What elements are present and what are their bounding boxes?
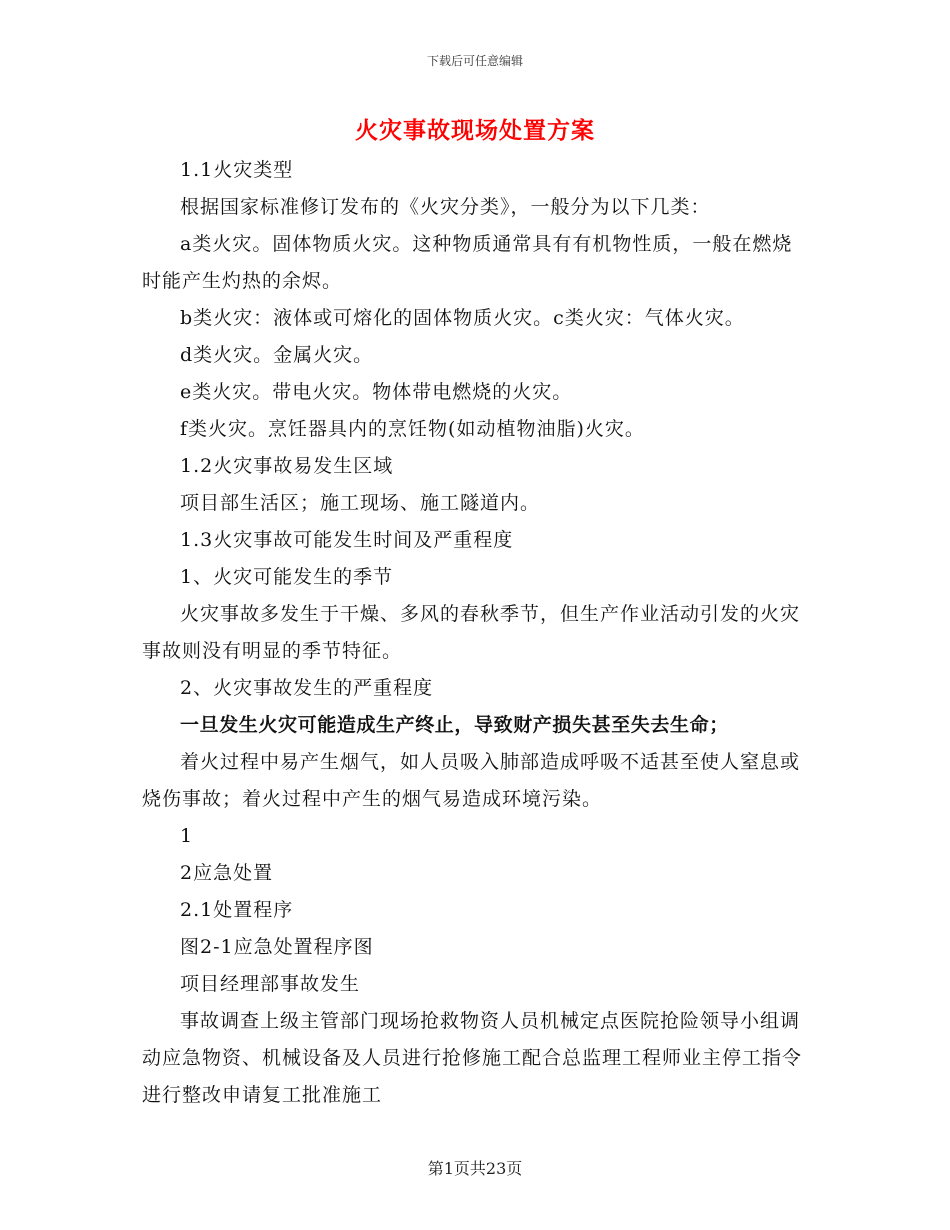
paragraph-p11: 1、火灾可能发生的季节 — [180, 566, 394, 588]
paragraph-p7: f类火灾。烹饪器具内的烹饪物(如动植物油脂)火灾。 — [180, 418, 645, 440]
page-header: 下载后可任意编辑 — [426, 54, 523, 68]
paragraph-p20: 项目经理部事故发生 — [180, 973, 361, 995]
document-body — [142, 152, 812, 1114]
paragraph-p16: 1 — [180, 825, 194, 847]
paragraph-p12: 火灾事故多发生于干燥、多风的春秋季节，但生产作业活动引发的火灾事故则没有明显的季节特征。 — [142, 603, 801, 662]
paragraph-p5: d类火灾。金属火灾。 — [180, 344, 374, 366]
paragraph-p2: 根据国家标准修订发布的《火灾分类》，一般分为以下几类： — [180, 196, 711, 218]
document-title: 火灾事故现场处置方案 — [355, 117, 595, 144]
paragraph-p14: 一旦发生火灾可能造成生产终止，导致财产损失甚至失去生命； — [180, 714, 729, 736]
paragraph-p9: 项目部生活区；施工现场、施工隧道内。 — [180, 492, 541, 514]
paragraph-p6: e类火灾。带电火灾。物体带电燃烧的火灾。 — [180, 381, 573, 403]
page-footer: 第1页共23页 — [427, 1159, 523, 1178]
paragraph-p15: 着火过程中易产生烟气，如人员吸入肺部造成呼吸不适甚至使人窒息或烧伤事故；着火过程中产生的烟气易造成环境污染。 — [142, 751, 801, 810]
paragraph-p1: 1.1火灾类型 — [180, 159, 294, 181]
paragraph-p10: 1.3火灾事故可能发生时间及严重程度 — [180, 529, 514, 551]
paragraph-p21: 事故调查上级主管部门现场抢救物资人员机械定点医院抢险领导小组调动应急物资、机械设备及人员进行抢修施工配合总监理工程师业主停工指令进行整改申请复工批准施工 — [142, 1010, 803, 1106]
paragraph-p3: a类火灾。固体物质火灾。这种物质通常具有有机物性质，一般在燃烧时能产生灼热的余烬。 — [142, 233, 793, 292]
paragraph-p8: 1.2火灾事故易发生区域 — [180, 455, 394, 477]
paragraph-p17: 2应急处置 — [180, 862, 274, 884]
paragraph-p19: 图2-1应急处置程序图 — [180, 936, 374, 958]
paragraph-p4: b类火灾：液体或可熔化的固体物质火灾。c类火灾：气体火灾。 — [180, 307, 745, 329]
paragraph-p18: 2.1处置程序 — [180, 899, 294, 921]
paragraph-p13: 2、火灾事故发生的严重程度 — [180, 677, 434, 699]
